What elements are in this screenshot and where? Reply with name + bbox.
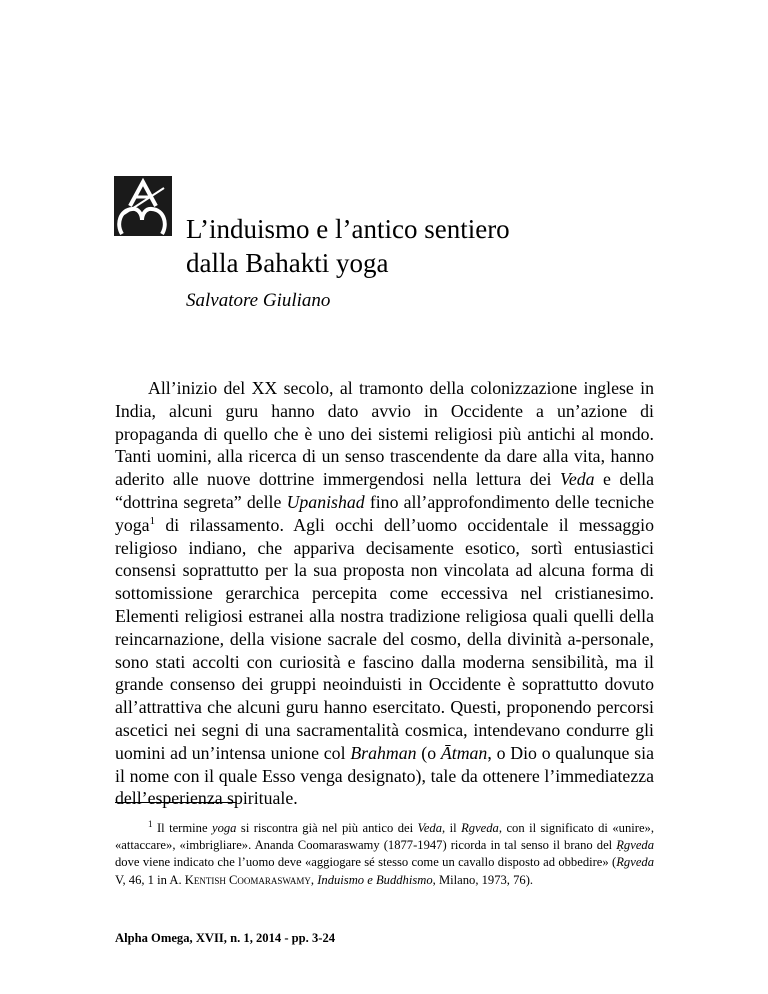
footnote-text-segment: V, 46, 1 in A. — [115, 872, 185, 887]
title-line-2: dalla Bahakti yoga — [186, 248, 389, 278]
article-title — [186, 212, 510, 280]
footnote-italic-term: Ṛgveda — [616, 838, 654, 853]
footnote-text-segment: , con il significato di «unire», «attaccare», «imbrigliare». Ananda Coomaraswamy (1877-1947) ricorda in tal senso il brano del — [115, 821, 654, 853]
footnote-italic-term: yoga — [212, 821, 237, 835]
footnote-text-segment: , — [310, 872, 318, 887]
footnote — [115, 820, 654, 889]
article-header — [186, 212, 510, 314]
footnote-italic-term: Veda — [417, 821, 443, 835]
footnote-text-segment: , il — [442, 821, 462, 835]
journal-logo — [114, 176, 172, 236]
body-italic-term: Brahman — [350, 742, 417, 763]
body-italic-term: Ātman — [440, 742, 488, 763]
footnote-italic-term: Rgveda — [616, 855, 654, 870]
title-line-1: L’induismo e l’antico sentiero — [186, 214, 510, 244]
body-text-segment: All’inizio del XX secolo, al tramonto della colonizzazione inglese in India, alcuni guru hanno dato avvio in Occidente a un’azione di propaganda di quello che è uno dei sistemi religiosi più antichi al mondo. Tanti uomini, alla ricerca di un senso trascendente da dare alla vita, hanno aderito alle nuove dottrine immergendosi nella lettura dei — [115, 378, 654, 490]
footnote-text-segment: Il termine — [152, 821, 212, 835]
footnote-text-segment: si riscontra già nel più antico dei — [236, 821, 418, 835]
footnote-divider — [115, 802, 237, 803]
footnote-text-segment: , Milano, 1973, 76). — [432, 872, 534, 887]
body-italic-term: Upanishad — [286, 491, 365, 512]
footnote-book-title: Induismo e Buddhismo — [317, 872, 433, 887]
journal-reference: Alpha Omega, XVII, n. 1, 2014 - pp. 3-24 — [115, 931, 336, 945]
body-text-segment: e della “dottrina segreta” delle — [115, 469, 654, 512]
alpha-omega-logo-icon — [114, 176, 172, 236]
body-paragraph — [115, 377, 654, 810]
body-text-segment: , o Dio o qualunque sia il nome con il quale Esso venga designato), tale da ottenere l’immediatezza dell’esperienza spirituale. — [115, 742, 654, 809]
footnote-reference[interactable]: 1 — [149, 514, 156, 527]
footnote-italic-term: Rgveda — [461, 821, 499, 835]
footnote-marker: 1 — [148, 818, 153, 829]
body-text-segment: fino all’approfondimento delle tecniche yoga — [115, 491, 654, 535]
footnote-author-smallcaps: Kentish Coomaraswamy — [184, 872, 311, 887]
body-italic-term: Veda — [559, 469, 595, 490]
body-text-segment: di rilassamento. Agli occhi dell’uomo occidentale il messaggio religioso indiano, che appariva decisamente esotico, sortì entusiastici consensi soprattutto per la sua proposta non vincolata ad alcuna forma di sottomissione gerarchica percepita come eccessiva nel cristianesimo. Elementi religiosi estranei alla nostra tradizione religiosa quali quelli della reincarnazione, della visione sacrale del cosmo, della divinità a-personale, sono stati accolti con curiosità e fascino dalla moderna sensibilità, ma il grande consenso dei gruppi neoinduisti in Occidente è soprattutto dovuto all’attrattiva che alcuni guru hanno esercitato. Questi, proponendo percorsi ascetici nei segni di una sacramentalità cosmica, intendevano condurre gli uomini ad un’intensa unione col — [115, 514, 654, 763]
footnote-text-segment: dove viene indicato che l’uomo deve «aggiogare sé stesso come un cavallo disposto ad obbedire» ( — [115, 855, 617, 870]
article-author: Salvatore Giuliano — [186, 290, 331, 311]
body-text-segment: (o — [416, 742, 441, 763]
